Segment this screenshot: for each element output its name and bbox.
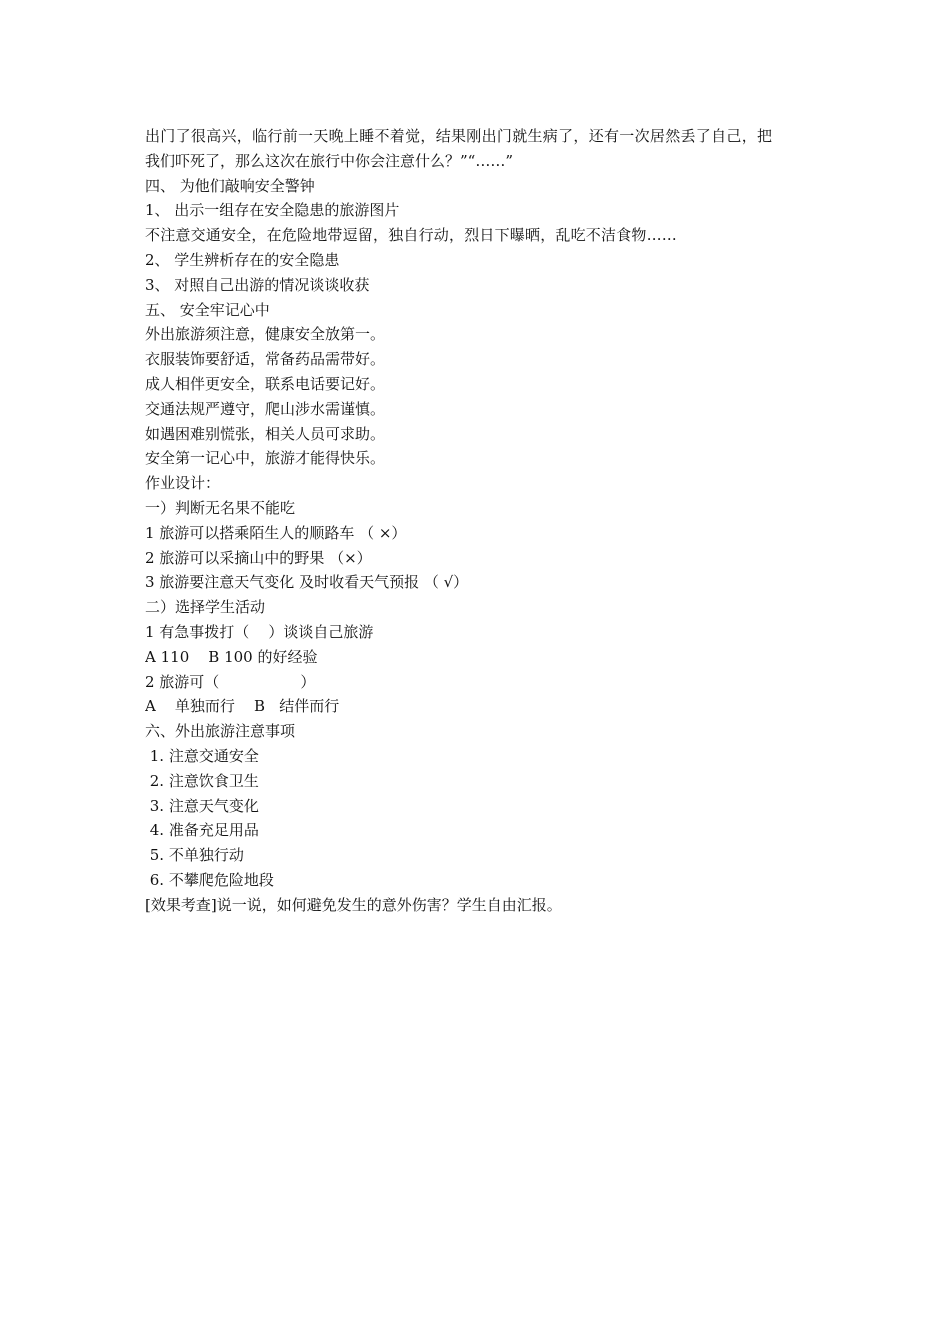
- list-item: 1、 出示一组存在安全隐患的旅游图片: [145, 201, 400, 220]
- homework-item: 2 旅游可（ ）: [145, 672, 316, 691]
- list-item: 3. 注意天气变化: [145, 796, 259, 815]
- paragraph-line: 不注意交通安全，在危险地带逗留，独自行动，烈日下曝晒，乱吃不洁食物……: [145, 226, 678, 245]
- list-item: 2. 注意饮食卫生: [145, 771, 259, 790]
- paragraph-line: 出门了很高兴，临行前一天晚上睡不着觉，结果刚出门就生病了，还有一次居然丢了自己，把: [145, 127, 773, 145]
- verse-line: 如遇困难别慌张，相关人员可求助。: [145, 424, 386, 443]
- list-item: 1. 注意交通安全: [145, 746, 259, 765]
- verse-line: 衣服装饰要舒适，常备药品需带好。: [145, 350, 386, 369]
- homework-options: A 110 B 100 的好经验: [145, 647, 318, 666]
- homework-item: 3 旅游要注意天气变化 及时收看天气预报 （ √）: [145, 573, 469, 592]
- document-body: [145, 124, 825, 918]
- homework-subheading: 一）判断无名果不能吃: [145, 498, 296, 517]
- homework-options: A 单独而行 B 结伴而行: [145, 697, 340, 716]
- list-item: 6. 不攀爬危险地段: [145, 870, 274, 889]
- homework-item: 1 旅游可以搭乘陌生人的顺路车 （ ×）: [145, 523, 407, 542]
- verse-line: 安全第一记心中，旅游才能得快乐。: [145, 449, 386, 468]
- verse-line: 交通法规严遵守，爬山涉水需谨慎。: [145, 399, 386, 418]
- assessment-line: [效果考查]说一说，如何避免发生的意外伤害？学生自由汇报。: [145, 895, 562, 914]
- list-item: 4. 准备充足用品: [145, 821, 259, 840]
- homework-subheading: 二）选择学生活动: [145, 598, 266, 617]
- homework-heading: 作业设计：: [145, 474, 221, 493]
- section-heading-6: 六、外出旅游注意事项: [145, 722, 296, 741]
- section-heading-5: 五、 安全牢记心中: [145, 300, 270, 319]
- homework-item: 2 旅游可以采摘山中的野果 （×）: [145, 548, 372, 567]
- list-item: 5. 不单独行动: [145, 846, 244, 865]
- homework-item: 1 有急事拨打（ ）谈谈自己旅游: [145, 622, 374, 641]
- section-heading-4: 四、 为他们敲响安全警钟: [145, 176, 315, 195]
- verse-line: 成人相伴更安全，联系电话要记好。: [145, 374, 386, 393]
- paragraph-line: 我们吓死了，那么这次在旅行中你会注意什么？”“……”: [145, 151, 514, 170]
- verse-line: 外出旅游须注意，健康安全放第一。: [145, 325, 386, 344]
- list-item: 2、 学生辨析存在的安全隐患: [145, 250, 340, 269]
- list-item: 3、 对照自己出游的情况谈谈收获: [145, 275, 370, 294]
